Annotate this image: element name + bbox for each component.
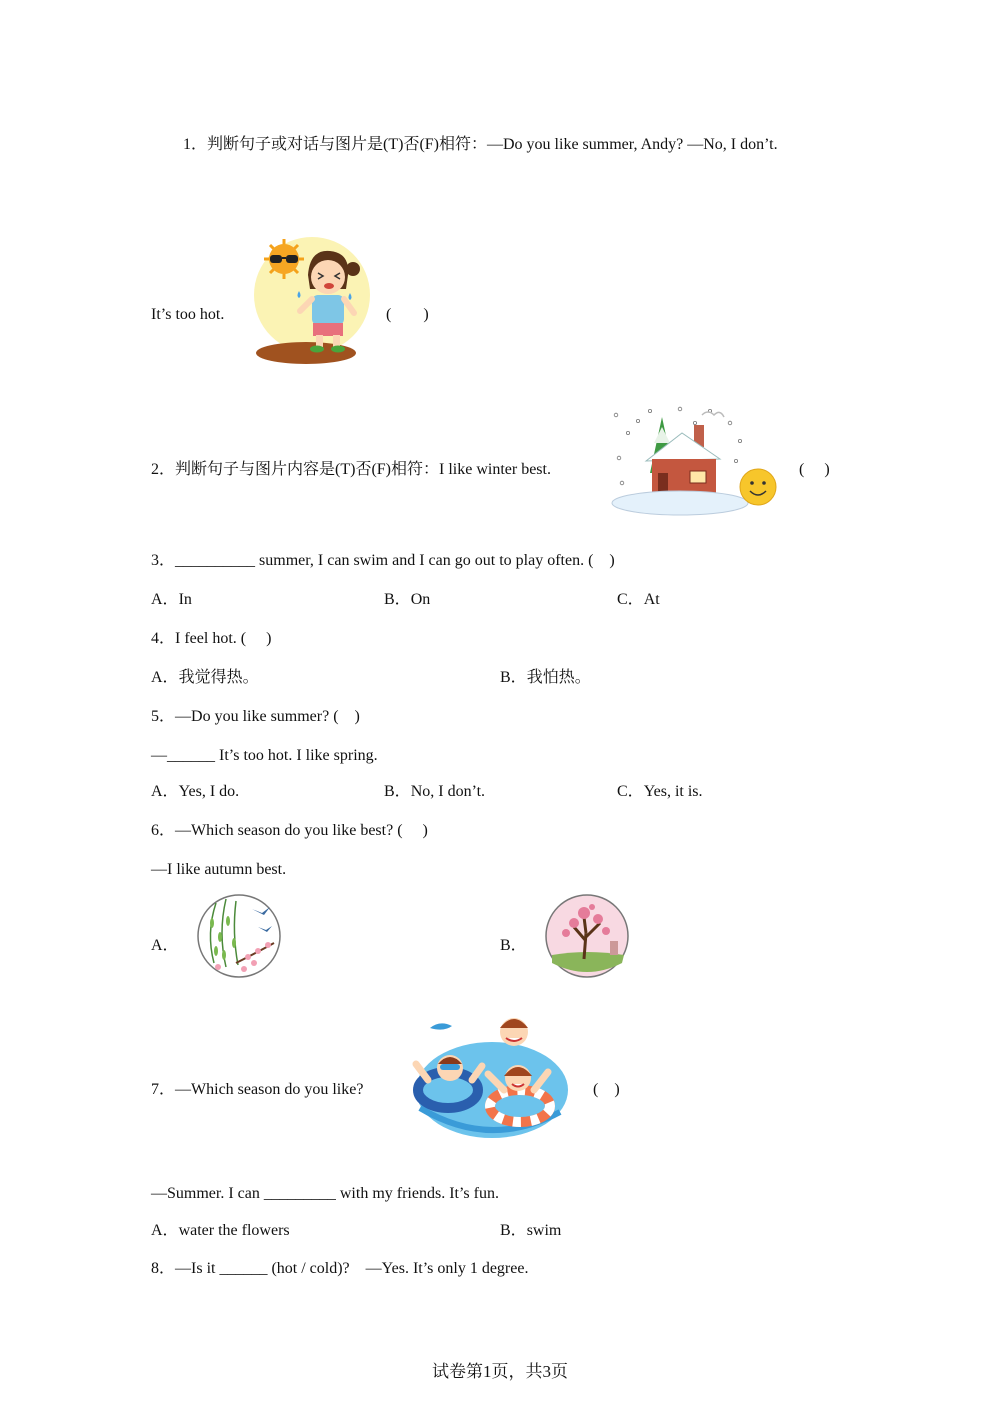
question-text: —Is it ______ (hot / cold)? —Yes. It’s only 1 degree. — [175, 1260, 529, 1277]
question-3 — [151, 551, 615, 571]
option-b[interactable]: B．On — [384, 591, 431, 608]
option-c[interactable]: C．Yes, it is. — [617, 783, 703, 800]
option-a[interactable]: A．我觉得热。 — [151, 669, 259, 686]
question-number: 3． — [151, 552, 176, 569]
question-number: 6． — [151, 822, 176, 839]
winter-house-image — [610, 403, 780, 518]
option-a[interactable]: A．In — [151, 591, 192, 608]
question-6-reply: —I like autumn best. — [151, 861, 287, 878]
question-8 — [151, 1259, 528, 1279]
answer-paren: ( ) — [593, 1081, 620, 1098]
question-text: —Which season do you like? — [175, 1081, 364, 1098]
question-number: 2． — [151, 461, 176, 478]
question-text: I feel hot. ( ) — [175, 630, 272, 647]
option-a[interactable]: A．Yes, I do. — [151, 783, 240, 800]
question-1 — [183, 135, 778, 155]
option-b[interactable]: B． — [500, 937, 527, 954]
answer-paren: ( ) — [799, 461, 830, 478]
question-6 — [151, 821, 428, 841]
question-number: 7． — [151, 1081, 176, 1098]
question-5-reply: —______ It’s too hot. I like spring. — [151, 747, 378, 764]
question-number: 1． — [183, 136, 208, 153]
page-footer: 试卷第1页，共3页 — [432, 1362, 568, 1381]
option-b[interactable]: B．No, I don’t. — [384, 783, 486, 800]
answer-paren: ( ) — [386, 306, 429, 323]
question-7-reply: —Summer. I can _________ with my friends. It’s fun. — [151, 1185, 499, 1202]
question-text: __________ summer, I can swim and I can go out to play often. ( ) — [175, 552, 615, 569]
summer-swimming-image — [410, 1010, 570, 1146]
option-b[interactable]: B．我怕热。 — [500, 669, 591, 686]
question-4 — [151, 629, 271, 649]
option-a[interactable]: A． — [151, 937, 179, 954]
spring-willow-image[interactable] — [196, 893, 282, 979]
question-text: —Which season do you like best? ( ) — [175, 822, 428, 839]
question-text: 判断句子或对话与图片是(T)否(F)相符：—Do you like summer, Andy? —No, I don’t. — [207, 136, 778, 153]
question-text: 判断句子与图片内容是(T)否(F)相符：I like winter best. — [175, 461, 551, 478]
question-number: 8． — [151, 1260, 176, 1277]
question-number: 5． — [151, 708, 176, 725]
question-2 — [151, 460, 551, 480]
summer-hot-girl-image — [250, 235, 375, 367]
question-5 — [151, 707, 360, 727]
blossom-tree-image[interactable] — [544, 893, 630, 979]
option-c[interactable]: C．At — [617, 591, 660, 608]
question-1-sentence: It’s too hot. — [151, 306, 225, 323]
option-a[interactable]: A．water the flowers — [151, 1222, 290, 1239]
question-number: 4． — [151, 630, 176, 647]
question-7 — [151, 1080, 363, 1100]
question-text: —Do you like summer? ( ) — [175, 708, 360, 725]
option-b[interactable]: B．swim — [500, 1222, 562, 1239]
